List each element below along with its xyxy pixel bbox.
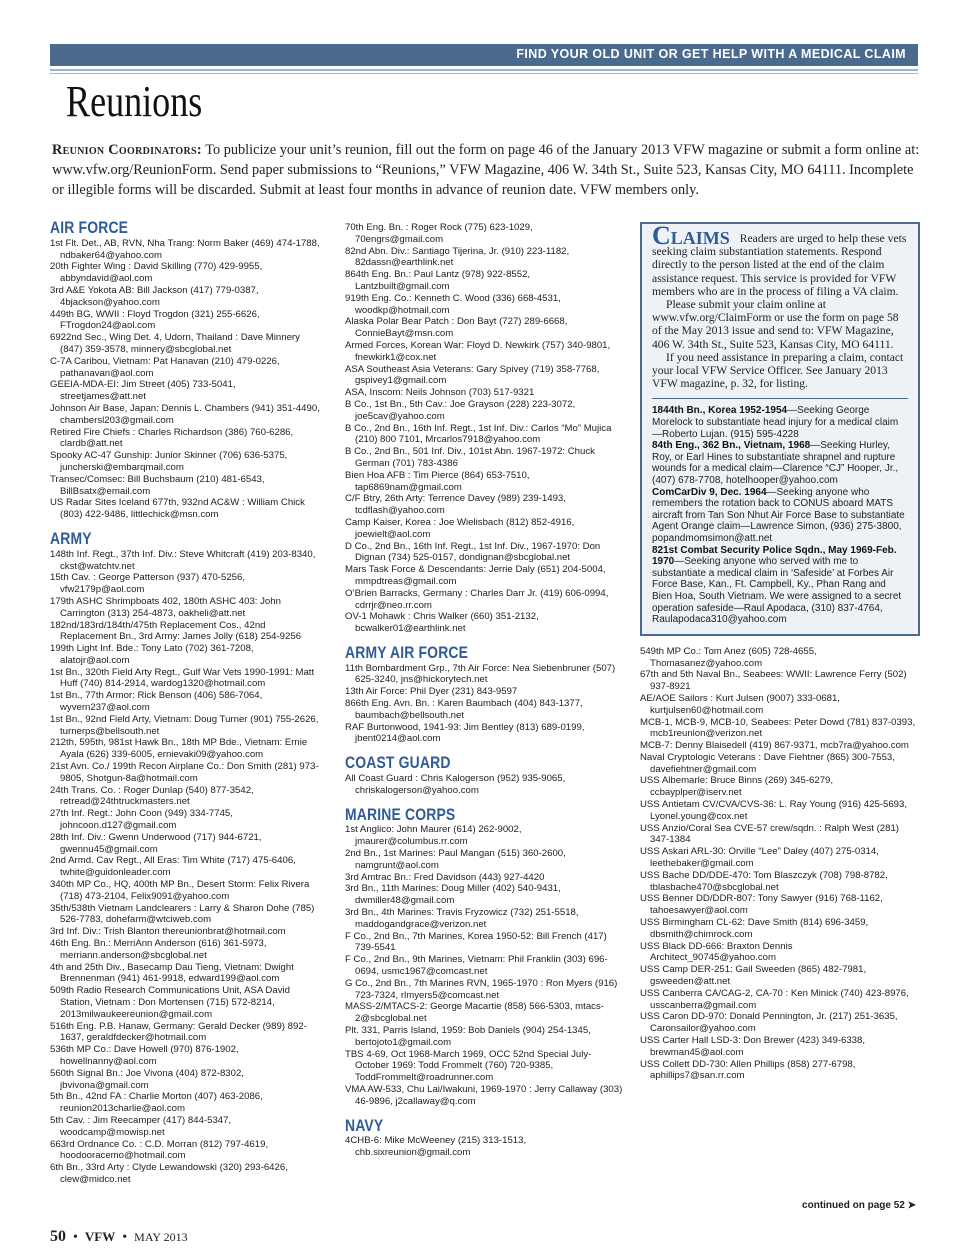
claims-items [652,405,908,625]
banner-rule [50,69,918,71]
list-item: OV-1 Mohawk : Chris Walker (660) 351-2132, bcwalker01@earthlink.net [345,611,539,635]
claim-unit: 84th Eng., 362 Bn., Vietnam, 1968 [652,440,811,452]
list-item: USS Camp DER-251: Gail Sweeden (865) 482-7981, gsweeden@att.net [640,964,867,988]
list-item: Retired Fire Chiefs : Charles Richardson (386) 760-6286, clardb@att.net [50,426,294,450]
list-item: 3rd Bn., 11th Marines: Doug Miller (402) 540-9431, dwmiller48@gmail.com [345,883,561,907]
list-item: USS Caron DD-970: Donald Pennington, Jr. (217) 251-3635, Caronsailor@yahoo.com [640,1011,898,1035]
continued-note: continued on page 52 ➤ [802,1200,916,1211]
magazine-name: VFW [84,1229,116,1244]
navy-list [345,1135,623,1159]
list-item: 82nd Abn. Div.: Santiago Tijerina, Jr. (910) 223-1182, 82dassn@earthlink.net [345,245,570,269]
claim-item [652,545,908,626]
list-item: 1st Anglico: John Maurer (614) 262-9002, jmaurer@columbus.rr.com [345,824,522,848]
claims-box [640,222,920,636]
list-item: 536th MP Co.: Dave Howell (970) 876-1902, howellnanny@aol.com [50,1044,239,1067]
list-item: AE/AOE Sailors : Kurt Julsen (9007) 333-0681, kurtjulsen60@hotmail.com [640,692,840,716]
claim-unit: 821st Combat Security Police Sqdn., May 1969-Feb. 1970 [652,544,897,568]
list-item: 5th Cav. : Jim Reecamper (417) 844-5347, woodcamp@mowisp.net [50,1114,232,1138]
list-item: 15th Cav. : George Patterson (937) 470-5256, vfw2179p@aol.com [50,572,246,596]
claim-text: —Seeking George Morelock to substantiate head injury for a medical claim—Roberto Lujan. (915) 595-4228 [652,405,899,440]
coast-guard-list [345,773,623,797]
list-item: 5th Bn., 42nd FA : Charlie Morton (407) 463-2086, reunion2013charlie@aol.com [50,1091,263,1115]
list-item: 3rd Amtrac Bn.: Fred Davidson (443) 927-4420 [345,871,545,883]
list-item: G Co., 2nd Bn., 7th Marines RVN, 1965-1970 : Ron Myers (916) 723-7324, rlmyers5@comcast.net [345,977,618,1001]
list-item: Bien Hoa AFB : Tim Pierce (864) 653-7510, tap6869nam@gmail.com [345,469,530,493]
list-item: 1st Bn., 92nd Field Arty, Vietnam: Doug Turner (901) 755-2626, turnerps@bellsouth.net [50,713,319,737]
list-item: USS Carter Hall LSD-3: Don Brewer (423) 349-6338, brewman45@aol.com [640,1035,866,1058]
list-item: 919th Eng. Co.: Kenneth C. Wood (336) 668-4531, woodkp@hotmail.com [345,292,561,316]
list-item: 67th and 5th Naval Bn., Seabees: WWII: Lawrence Ferry (502) 937-8921 [640,669,907,693]
list-item: 28th Inf. Div.: Gwenn Underwood (717) 944-6721, gwennu45@gmail.com [50,831,262,855]
list-item: B Co., 1st Bn., 5th Cav.: Joe Grayson (228) 223-3072, joe5cav@yahoo.com [345,398,576,422]
army-list [50,549,322,1186]
list-item: VMA AW-533, Chu Lai/Iwakuni, 1969-1970 : Jerry Callaway (303) 46-9896, j2callaway@q.com [345,1083,623,1107]
list-item: 1st Flt. Det., AB, RVN, Nha Trang: Norm Baker (469) 474-1788, ndbaker64@yahoo.com [50,237,320,261]
list-item: USS Canberra CA/CAG-2, CA-70 : Ken Minick (740) 423-8976, usscanberra@gmail.com [640,987,909,1011]
list-item: 20th Fighter Wing : David Skilling (770) 429-9955, abbyndavid@aol.com [50,261,263,285]
column-left [50,218,322,1186]
list-item: USS Albemarle: Bruce Binns (269) 345-6279, ccbayplper@iserv.net [640,775,834,799]
list-item: USS Askari ARL-30: Orville “Lee” Daley (407) 275-0314, leethebaker@gmail.com [640,846,879,870]
list-item: USS Benner DD/DDR-807: Tony Sawyer (916) 768-1162, tahoesawyer@aol.com [640,893,883,917]
list-item: 509th Radio Research Communications Unit, ASA David Station, Vietnam : Don Mortensen (715) 572-8214, 2013milwaukeereunion@gmail.com [50,985,290,1020]
claim-text: —Seeking anyone who remembers the rotation back to CONUS aboard MATS aircraft from Tan Son Nhut Air Force Base to substantiate Agent Orange claim—Lawrence Simon, (936) 275-3800, popandmomsimon@att.net [652,486,905,544]
claims-submit: Please submit your claim online at www.vfw.org/ClaimForm or use the form on page 58 of the May 2013 issue and send to: VFW Magazine, 406 W. 34th St., Suite 523, Kansas City, MO 64111. [652,298,899,351]
list-item: US Radar Sites Iceland 677th, 932nd AC&W : William Chick (803) 422-9486, littlechick@msn.com [50,497,305,521]
list-item: USS Antietam CV/CVA/CVS-36: L. Ray Young (916) 425-5693, Lyonel.young@cox.net [640,799,907,822]
section-heading-navy: NAVY [345,1115,384,1135]
claim-text: —Seeking anyone who served with me to substantiate a medical claim in ‘Safeside’ at Forbes Air Force Base, Kan., Ft. Campbell, Ky., Phan Rang and Bien Hoa, South Vietnam. We were assigned to a secret operation safeside—Raul Apodaca, (310) 837-4764, Raulapodaca310@yahoo.com [652,556,902,626]
list-item: 11th Bombardment Grp., 7th Air Force: Nea Siebenbruner (507) 625-3240, jns@hickorytech.net [345,662,616,686]
claim-item [652,405,908,440]
section-heading-army-air-force: ARMY AIR FORCE [345,642,469,662]
list-item: 70th Eng. Bn. : Roger Rock (775) 623-1029, 70engrs@gmail.com [345,222,533,245]
claims-divider [652,398,908,399]
army-air-force-list [345,663,623,746]
page-number: 50 [50,1228,66,1245]
list-item: 560th Signal Bn.: Joe Vivona (404) 872-8302, jbvivona@gmail.com [50,1067,244,1091]
column-right [640,222,920,1082]
claim-unit: 1844th Bn., Korea 1952-1954 [652,405,788,417]
list-item: 46th Eng. Bn.: MerriAnn Anderson (616) 361-5973, merriann.anderson@sbcglobal.net [50,938,267,961]
list-item: 1st Bn., 320th Field Arty Regt., Gulf War Vets 1990-1991: Matt Huff (740) 814-2914, wardog1320@hotmail.com [50,666,315,690]
page-footer: 50 • VFW • MAY 2013 [50,1228,188,1245]
list-item: ASA Southeast Asia Veterans: Gary Spivey (719) 358-7768, gspivey1@gmail.com [345,363,600,387]
air-force-list [50,238,322,521]
list-item: 27th Inf. Regt.: John Coon (949) 334-7745, johncoon.d127@gmail.com [50,808,233,832]
claim-text: —Seeking Hurley, Roy, or Earl Hines to substantiate shrapnel and rupture wounds for a medical claim—Clarence “CJ” Hooper, Jr., (407) 678-7708, hotelhooper@yahoo.com [652,440,899,486]
army-cont-list [345,222,623,635]
claim-unit: ComCarDiv 9, Dec. 1964 [652,486,767,498]
list-item: 4th and 25th Div., Basecamp Dau Tieng, Vietnam: Dwight Brennenman (941) 461-9918, edward199@aol.com [50,961,294,985]
list-item: B Co., 2nd Bn., 501 Inf. Div., 101st Abn. 1967-1972: Chuck German (701) 783-4386 [345,446,595,469]
list-item: 212th, 595th, 981st Hawk Bn., 18th MP Bde., Vietnam: Ernie Ayala (626) 339-6005, ernievaki09@yahoo.com [50,737,308,761]
list-item: 864th Eng. Bn.: Paul Lantz (978) 922-8552, Lantzbuilt@gmail.com [345,269,531,292]
intro-text: To publicize your unit’s reunion, fill out the form on page 46 of the January 2013 VFW magazine or submit a form online at: www.vfw.org/ReunionForm. Send paper submissions to “Reunions,” VFW Magazine, 406 W. 34th St., Suite 523, Kansas City, MO 64111. Incomplete or illegible forms will be discarded. Submit at least four months in advance of reunion date. VFW members only. [52,142,920,198]
list-item: 148th Inf. Regt., 37th Inf. Div.: Steve Whitcraft (419) 203-8340, ckst@watchtv.net [50,548,316,572]
list-item: ASA, Inscom: Neils Johnson (703) 517-9321 [345,387,535,399]
claim-item [652,440,908,486]
marine-corps-list [345,824,623,1107]
list-item: 21st Avn. Co./ 199th Recon Airplane Co.: Don Smith (281) 973-9805, Shotgun-8a@hotmail.com [50,761,319,784]
list-item: All Coast Guard : Chris Kalogerson (952) 935-9065, chriskalogerson@yahoo.com [345,773,566,796]
list-item: 549th MP Co.: Tom Anez (605) 728-4655, Thomasanez@yahoo.com [640,645,817,669]
list-item: 199th Light Inf. Bde.: Tony Lato (702) 361-7208, alatojr@aol.com [50,643,254,666]
section-heading-air-force: AIR FORCE [50,218,129,237]
list-item: 3rd Inf. Div.: Trish Blanton thereunionbrat@hotmail.com [50,926,286,938]
list-item: 24th Trans. Co. : Roger Dunlap (540) 877-3542, retread@24thtruckmasters.net [50,784,254,808]
list-item: Armed Forces, Korean War: Floyd D. Newkirk (757) 340-9801, fnewkirk1@cox.net [345,339,611,363]
list-item: Johnson Air Base, Japan: Dennis L. Chambers (941) 351-4490, chambersl203@gmail.com [50,402,320,426]
list-item: USS Anzio/Coral Sea CVE-57 crew/sqdn. : Ralph West (281) 347-1384 [640,822,899,846]
list-item: Alaska Polar Bear Patch : Don Bayt (727) 289-6668, ConnieBayt@msn.com [345,316,568,340]
list-item: C/F Btry, 26th Arty: Terrence Davey (989) 239-1493, tcdflash@yahoo.com [345,493,566,517]
section-heading-army: ARMY [50,528,92,548]
list-item: USS Birmingham CL-62: Dave Smith (814) 696-3459, dbsmith@chimrock.com [640,917,869,940]
list-item: 6922nd Sec., Wing Det. 4, Udorn, Thailand : Dave Minnery (847) 359-3578, minnery@sbcglobal.net [50,332,300,355]
list-item: 516th Eng. P.B. Hanaw, Germany: Gerald Decker (989) 892-1637, geraldfdecker@hotmail.com [50,1020,307,1044]
navy-cont-list [640,646,920,1082]
list-item: 3rd A&E Yokota AB: Bill Jackson (417) 779-0387, 4bjackson@yahoo.com [50,284,259,308]
list-item: MASS-2/MTACS-2: George Macartie (858) 566-5303, mtacs-2@sbcglobal.net [345,1001,604,1025]
claims-help: If you need assistance in preparing a claim, contact your local VFW Service Officer. See January 2013 VFW magazine, p. 32, for listing. [652,350,904,391]
list-item: 340th MP Co., HQ, 400th MP Bn., Desert Storm: Felix Rivera (718) 473-2104, Felix9091@yahoo.com [50,879,310,902]
list-item: O’Brien Barracks, Germany : Charles Darr Jr. (419) 606-0994, cdrrjr@neo.rr.com [345,587,609,611]
list-item: USS Collett DD-730: Allen Phillips (858) 277-6798, aphillips7@san.rr.com [640,1058,856,1082]
list-item: 182nd/183rd/184th/475th Replacement Cos., 42nd Replacement Bn., 3rd Army: James Jolly (618) 254-9256 [50,619,302,643]
banner-text: FIND YOUR OLD UNIT OR GET HELP WITH A MEDICAL CLAIM [516,47,906,61]
list-item: MCB-1, MCB-9, MCB-10, Seabees: Peter Dowd (781) 837-0393, mcb1reunion@verizon.net [640,716,916,740]
list-item: D Co., 2nd Bn., 16th Inf. Regt., 1st Inf. Div., 1967-1970: Don Dignan (734) 525-0157, dondignan@sbcglobal.net [345,540,601,564]
list-item: B Co., 2nd Bn., 16th Inf. Regt., 1st Inf. Div.: Carlos “Mo” Mujica (210) 800 7101, Mrcarlos7918@yahoo.com [345,422,612,446]
list-item: 663rd Ordnance Co. : C.D. Morran (812) 797-4619, hoodooracemo@hotmail.com [50,1138,269,1162]
list-item: 6th Bn., 33rd Arty : Clyde Lewandowski (320) 293-6426, clew@midco.net [50,1162,288,1185]
list-item: 3rd Bn., 4th Marines: Travis Fryzowicz (732) 251-5518, maddogandgrace@verizon.net [345,907,579,930]
list-item: C-7A Caribou, Vietnam: Pat Hanavan (210) 479-0226, pathanavan@aol.com [50,355,280,379]
page-title: Reunions [66,77,203,126]
list-item: Plt. 331, Parris Island, 1959: Bob Daniels (904) 254-1345, bertojoto1@gmail.com [345,1025,591,1048]
claims-heading: Claims [652,221,730,250]
list-item: 179th ASHC Shrimpboats 402, 180th ASHC 403: John Carrington (313) 254-4873, oakheli@att.net [50,595,281,619]
list-item: F Co., 2nd Bn., 9th Marines, Vietnam: Phil Franklin (303) 696-0694, usmc1967@comcast.net [345,954,608,978]
list-item: 2nd Bn., 1st Marines: Paul Mangan (515) 360-2600, namgrunt@aol.com [345,848,566,871]
section-heading-coast-guard: COAST GUARD [345,753,451,773]
list-item: 449th BG, WWII : Floyd Trogdon (321) 255-6626, FTrogdon24@aol.com [50,308,260,332]
column-middle [345,222,623,1159]
intro-label: Reunion Coordinators: [52,142,202,158]
banner-rule-thin [50,73,918,74]
list-item: USS Black DD-666: Braxton Dennis Architect_90745@yahoo.com [640,940,793,964]
list-item: 866th Eng. Avn. Bn. : Karen Baumbach (404) 843-1377, baumbach@bellsouth.net [345,698,583,721]
section-heading-marine-corps: MARINE CORPS [345,804,456,824]
list-item: 2nd Armd. Cav Regt., All Eras: Tim White (717) 475-6406, twhite@guidonleader.com [50,855,296,879]
list-item: RAF Burtonwood, 1941-93: Jim Bentley (813) 689-0199, jbent0214@aol.com [345,721,585,745]
issue-date: MAY 2013 [134,1230,188,1244]
list-item: GEEIA-MDA-EI: Jim Street (405) 733-5041, streetjames@att.net [50,379,236,403]
list-item: 13th Air Force: Phil Dyer (231) 843-9597 [345,686,518,698]
list-item: Spooky AC-47 Gunship: Junior Skinner (706) 636-5375, juncherski@embarqmail.com [50,450,288,473]
list-item: Camp Kaiser, Korea : Joe Wielisbach (812) 852-4916, joewielt@aol.com [345,516,575,540]
list-item: Transec/Comsec: Bill Buchsbaum (210) 481-6543, BillBsatx@email.com [50,473,265,497]
list-item: 35th/538th Vietnam Landclearers : Larry & Sharon Dohe (785) 526-7783, dohefarm@wtciweb.com [50,902,315,926]
list-item: USS Bache DD/DDE-470: Tom Blaszczyk (708) 798-8782, tblasbache470@sbcglobal.net [640,869,888,893]
list-item: MCB-7: Denny Blaisedell (419) 867-9371, mcb7ra@yahoo.com [640,740,909,752]
list-item: Naval Cryptologic Veterans : Dave Fiehtner (865) 300-7553, davefiehtner@gmail.com [640,751,895,775]
list-item: TBS 4-69, Oct 1968-March 1969, OCC 52nd Special July-October 1969: Todd Frommelt (760) 720-9385, ToddFrommelt@roadrunner.com [345,1048,592,1084]
list-item: 1st Bn., 77th Armor: Rick Benson (406) 586-7064, wyvern237@aol.com [50,690,263,714]
claim-item [652,487,908,545]
list-item: 4CHB-6: Mike McWeeney (215) 313-1513, chb.sixreunion@gmail.com [345,1135,527,1159]
list-item: F Co., 2nd Bn., 7th Marines, Korea 1950-52: Bill French (417) 739-5541 [345,930,607,954]
list-item: Mars Task Force & Descendants: Jerrie Daly (651) 204-5004, mmpdtreas@gmail.com [345,564,606,587]
intro-paragraph [52,140,922,200]
claims-intro: Readers are urged to help these vets seeking claim substantiation statements. Respond directly to the person listed at the end of the claim assistance request. This service is provided for VFW members who are in the process of filing a VA claim. [652,232,907,298]
